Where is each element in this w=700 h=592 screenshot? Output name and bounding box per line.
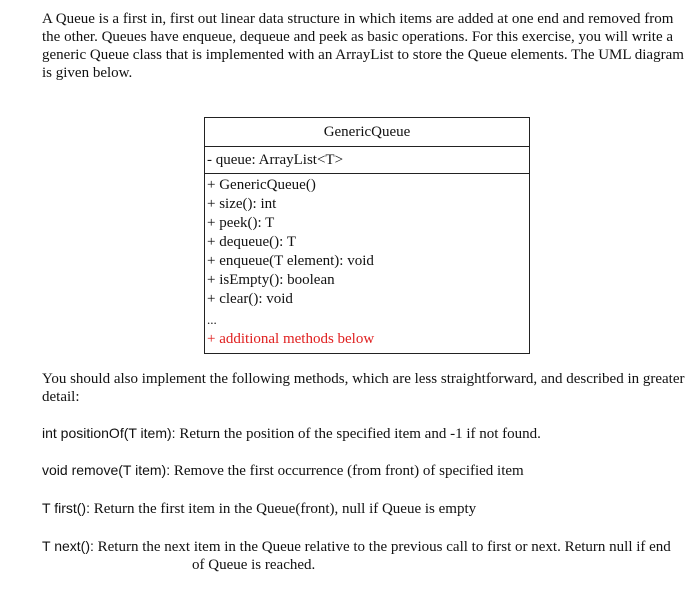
uml-additional-methods: + additional methods below — [207, 331, 375, 347]
method-signature: T first(): — [42, 500, 90, 516]
uml-class-diagram — [204, 117, 530, 354]
method-spec-next-continuation: of Queue is reached. — [192, 557, 316, 573]
method-description: Return the position of the specified item and -1 if not found. — [175, 426, 541, 442]
uml-method: + GenericQueue() — [207, 177, 316, 193]
uml-methods-section — [205, 174, 529, 353]
uml-method: + isEmpty(): boolean — [207, 272, 335, 288]
method-signature: T next(): — [42, 538, 94, 554]
uml-method: + enqueue(T element): void — [207, 253, 374, 269]
method-description: Return the first item in the Queue(front), null if Queue is empty — [89, 501, 477, 517]
also-implement-paragraph: You should also implement the following methods, which are less straightforward, and described in greater detail: — [42, 371, 685, 405]
method-description: Remove the first occurrence (from front) of specified item — [170, 463, 524, 479]
method-spec-first — [42, 499, 692, 518]
intro-paragraph: A Queue is a first in, first out linear data structure in which items are added at one end and removed from the other. Queues have enqueue, dequeue and peek as basic operations. For this exercise, you will write a generic Queue class that is implemented with an ArrayList to store the Queue elements. The UML diagram is given below. — [42, 11, 684, 81]
method-spec-next — [42, 537, 692, 556]
method-signature: void remove(T item): — [42, 462, 171, 478]
method-description: Return the next item in the Queue relative to the previous call to first or next. Return null if end — [93, 539, 671, 555]
method-spec-positionof — [42, 424, 692, 443]
uml-method: + dequeue(): T — [207, 234, 296, 250]
uml-attribute: - queue: ArrayList<T> — [205, 147, 529, 174]
method-spec-remove — [42, 461, 692, 480]
uml-ellipsis: ... — [207, 312, 217, 327]
method-signature: int positionOf(T item): — [42, 425, 176, 441]
uml-method: + size(): int — [207, 196, 277, 212]
uml-method: + clear(): void — [207, 291, 293, 307]
uml-class-name: GenericQueue — [205, 118, 529, 147]
uml-method: + peek(): T — [207, 215, 275, 231]
